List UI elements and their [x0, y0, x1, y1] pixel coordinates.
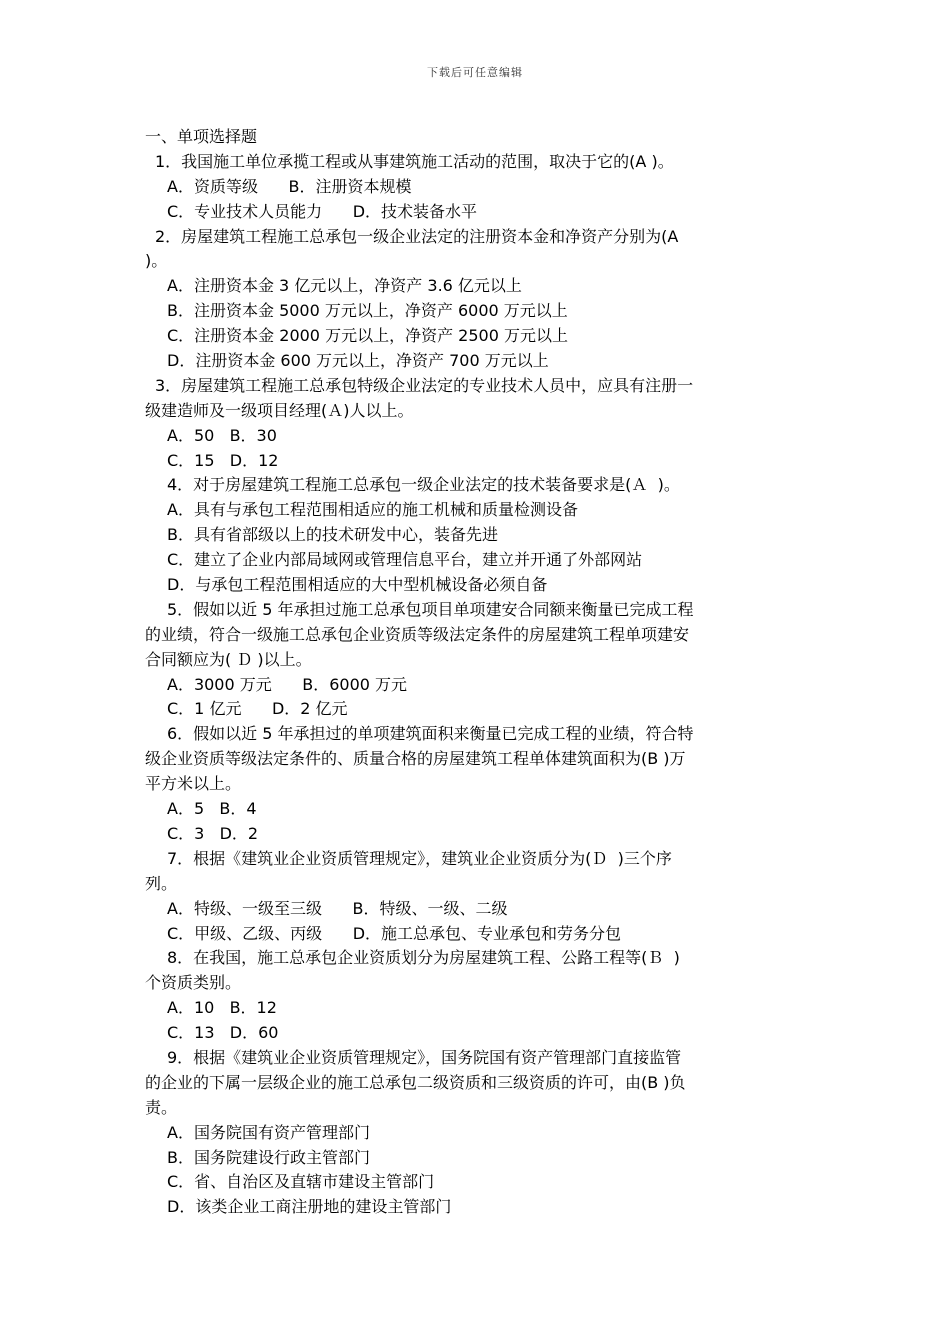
text-line: C．省、自治区及直辖市建设主管部门 [167, 1172, 435, 1192]
text-line: 个资质类别。 [145, 973, 242, 993]
text-line: C．甲级、乙级、丙级 D．施工总承包、专业承包和劳务分包 [167, 923, 622, 943]
text-line: A．特级、一级至三级 B．特级、一级、二级 [167, 898, 508, 918]
text-line: 平方米以上。 [145, 774, 242, 794]
text-line: 的业绩，符合一级施工总承包企业资质等级法定条件的房屋建筑工程单项建安 [145, 624, 690, 644]
text-line: D．注册资本金 600 万元以上，净资产 700 万元以上 [167, 351, 549, 371]
text-line: 9．根据《建筑业企业资质管理规定》，国务院国有资产管理部门直接监管 [167, 1047, 682, 1067]
text-line: C．1 亿元 D．2 亿元 [167, 699, 348, 719]
text-line: C．3 D．2 [167, 823, 259, 843]
text-line: 2．房屋建筑工程施工总承包一级企业法定的注册资本金和净资产分别为(A [155, 226, 679, 246]
page-header: 下载后可任意编辑 [427, 66, 523, 79]
document-body [145, 125, 810, 1220]
text-line: A．5 B．4 [167, 799, 257, 819]
text-line: D．与承包工程范围相适应的大中型机械设备必须自备 [167, 575, 548, 595]
text-line: 级企业资质等级法定条件的、质量合格的房屋建筑工程单体建筑面积为(B )万 [145, 749, 686, 769]
text-line: C．13 D．60 [167, 1023, 279, 1043]
text-line: 3．房屋建筑工程施工总承包特级企业法定的专业技术人员中，应具有注册一 [155, 375, 694, 395]
text-line: 6．假如以近 5 年承担过的单项建筑面积来衡量已完成工程的业绩，符合特 [167, 724, 694, 744]
text-line: 的企业的下属一层级企业的施工总承包二级资质和三级资质的许可，由(B )负 [145, 1072, 686, 1092]
text-line: D．该类企业工商注册地的建设主管部门 [167, 1197, 452, 1217]
text-line: 责。 [145, 1097, 178, 1117]
text-line: A．具有与承包工程范围相适应的施工机械和质量检测设备 [167, 500, 578, 520]
text-line: B．注册资本金 5000 万元以上，净资产 6000 万元以上 [167, 301, 568, 321]
section-title: 一、单项选择题 [145, 127, 258, 146]
text-line: 5．假如以近 5 年承担过施工总承包项目单项建安合同额来衡量已完成工程 [167, 599, 694, 619]
text-line: A．国务院国有资产管理部门 [167, 1122, 370, 1142]
text-line: A．资质等级 B．注册资本规模 [167, 176, 412, 196]
text-line: 8．在我国，施工总承包企业资质划分为房屋建筑工程、公路工程等(Ｂ ) [167, 948, 680, 968]
text-line: A．3000 万元 B．6000 万元 [167, 674, 408, 694]
text-line: B．国务院建设行政主管部门 [167, 1147, 370, 1167]
text-line: 1．我国施工单位承揽工程或从事建筑施工活动的范围，取决于它的(A )。 [155, 151, 674, 171]
question-lines [145, 150, 810, 1220]
text-line: C．15 D．12 [167, 450, 279, 470]
text-line: A．注册资本金 3 亿元以上，净资产 3.6 亿元以上 [167, 276, 522, 296]
text-line: B．具有省部级以上的技术研发中心，装备先进 [167, 525, 498, 545]
text-line: C．注册资本金 2000 万元以上，净资产 2500 万元以上 [167, 326, 568, 346]
text-line: 7．根据《建筑业企业资质管理规定》，建筑业企业资质分为(Ｄ )三个序 [167, 848, 672, 868]
text-line: 合同额应为( Ｄ )以上。 [145, 649, 312, 669]
text-line: A．10 B．12 [167, 998, 277, 1018]
text-line: 4．对于房屋建筑工程施工总承包一级企业法定的技术装备要求是(Ａ )。 [167, 475, 680, 495]
text-line: C．专业技术人员能力 D．技术装备水平 [167, 201, 478, 221]
text-line: )。 [145, 251, 168, 271]
text-line: C．建立了企业内部局域网或管理信息平台，建立并开通了外部网站 [167, 550, 643, 570]
text-line: 级建造师及一级项目经理(Ａ)人以上。 [145, 400, 414, 420]
text-line: 列。 [145, 873, 178, 893]
text-line: A．50 B．30 [167, 425, 277, 445]
